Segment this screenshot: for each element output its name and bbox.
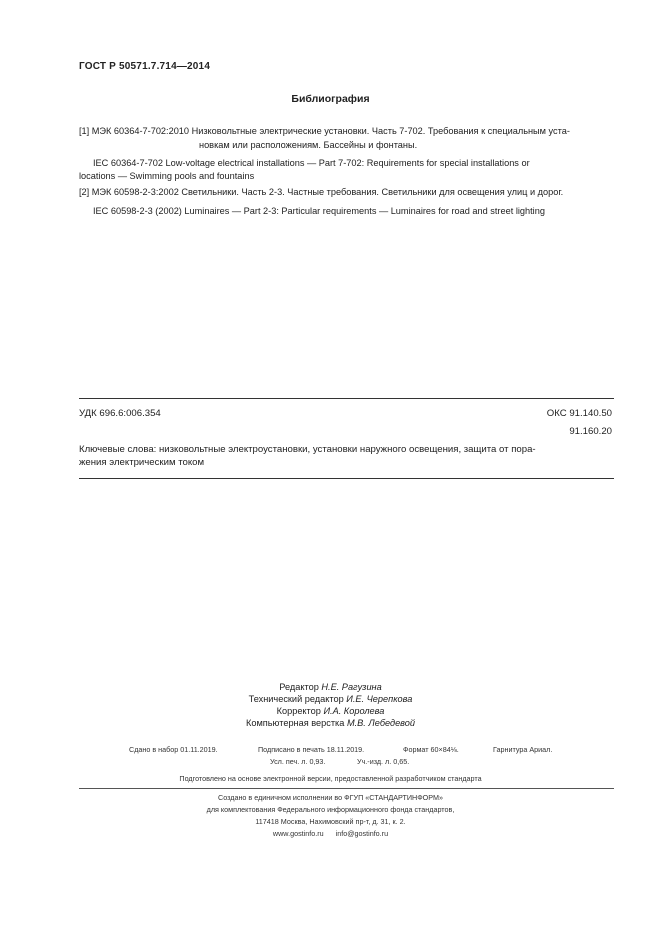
paper-format: Формат 60×84⅛.	[403, 745, 459, 754]
website-link[interactable]: www.gostinfo.ru	[272, 829, 324, 838]
imprint-rule	[79, 788, 614, 789]
email-link[interactable]: info@gostinfo.ru	[335, 829, 389, 838]
fund-line: для комплектования Федерального информационного фонда стандартов,	[206, 805, 455, 814]
bib-entry-1-ref-line1: [1] МЭК 60364-7-702:2010 Низковольтные электрические установки. Часть 7-702. Требования к специальным уста-	[79, 126, 570, 136]
bib-entry-1-orig-line1: IEC 60364-7-702 Low-voltage electrical installations — Part 7-702: Requirements for special installations or	[93, 158, 530, 168]
print-date: Подписано в печать 18.11.2019.	[258, 745, 365, 754]
bib-entry-1-orig-line2: locations — Swimming pools and fountains	[79, 171, 255, 181]
bibliography-title: Библиография	[291, 93, 370, 105]
oks-code-2: 91.160.20	[569, 426, 612, 437]
print-sheets: Усл. печ. л. 0,93.	[270, 757, 326, 766]
top-rule	[79, 398, 614, 399]
contacts-line	[0, 829, 661, 838]
editor-name: Н.Е. Рагузина	[321, 682, 382, 692]
proofreader-line	[0, 705, 661, 717]
address-line: 117418 Москва, Нахимовский пр-т, д. 31, к. 2.	[255, 817, 406, 826]
prepared-note: Подготовлено на основе электронной версии, предоставленной разработчиком стандарта	[179, 774, 482, 783]
typeset-date: Сдано в набор 01.11.2019.	[129, 745, 218, 754]
bib-entry-2-orig-line1: IEC 60598-2-3 (2002) Luminaires — Part 2-3: Particular requirements — Luminaires for road and street lighting	[93, 206, 545, 216]
udk-code: УДК 696.6:006.354	[79, 408, 161, 419]
keywords-line1: Ключевые слова: низковольтные электроустановки, установки наружного освещения, защита от пора-	[79, 444, 536, 455]
tech-editor-name: И.Е. Черепкова	[346, 694, 413, 704]
proofreader-label: Корректор	[276, 706, 321, 716]
bib-entry-2-ref-line1: [2] МЭК 60598-2-3:2002 Светильники. Часть 2-3. Частные требования. Светильники для освещения улиц и дорог.	[79, 187, 564, 197]
oks-code-1: ОКС 91.140.50	[546, 408, 612, 419]
layout-name: М.В. Лебедевой	[346, 718, 415, 728]
bib-entry-1-ref-line2: новкам или расположениям. Бассейны и фонтаны.	[199, 140, 418, 150]
tech-editor-line	[0, 693, 661, 705]
tech-editor-label: Технический редактор	[248, 694, 344, 704]
editor-line	[0, 681, 661, 693]
credits-block	[0, 681, 661, 729]
proofreader-name: И.А. Королева	[323, 706, 385, 716]
layout-line	[0, 717, 661, 729]
standard-code: ГОСТ Р 50571.7.714—2014	[79, 61, 211, 72]
publication-sheets: Уч.-изд. л. 0,65.	[357, 757, 410, 766]
layout-label: Компьютерная верстка	[246, 718, 345, 728]
created-line: Создано в единичном исполнении во ФГУП «СТАНДАРТИНФОРМ»	[218, 793, 443, 802]
bottom-rule	[79, 478, 614, 479]
keywords-line2: жения электрическим током	[79, 457, 205, 468]
typeface: Гарнитура Ариал.	[493, 745, 553, 754]
editor-label: Редактор	[279, 682, 319, 692]
